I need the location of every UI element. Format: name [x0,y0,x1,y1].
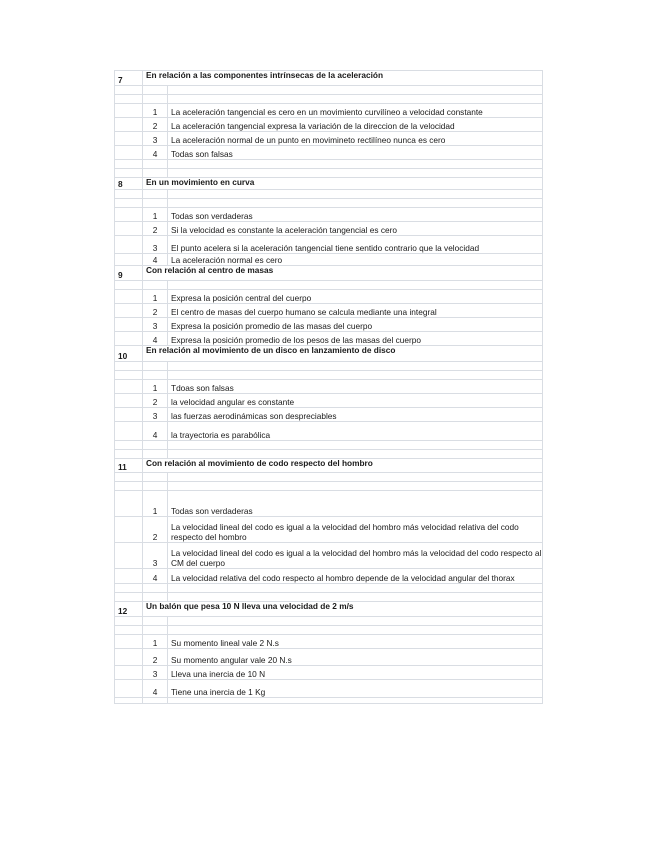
question-row [115,459,543,473]
question-row [115,266,543,281]
option-text: La aceleración normal es cero [168,254,543,266]
spacer-row [115,450,543,459]
option-row [115,666,543,680]
empty-cell [115,304,143,318]
empty-cell [143,450,168,459]
option-number: 1 [143,380,168,394]
empty-cell [115,86,143,95]
empty-cell [143,626,168,635]
empty-cell [168,482,543,491]
question-table [114,70,543,704]
empty-cell [143,86,168,95]
empty-cell [168,593,543,602]
question-number: 11 [115,459,143,473]
option-text: El centro de masas del cuerpo humano se calcula mediante una integral [168,304,543,318]
option-number: 4 [143,422,168,441]
empty-cell [115,281,143,290]
option-text: Expresa la posición promedio de los pesos de las masas del cuerpo [168,332,543,346]
spacer-row [115,473,543,482]
empty-cell [115,394,143,408]
option-text: Tdoas son falsas [168,380,543,394]
empty-cell [115,95,143,104]
empty-cell [168,371,543,380]
option-text: La velocidad lineal del codo es igual a la velocidad del hombro más velocidad relativa del codo respecto del hombro [168,517,543,543]
option-row [115,290,543,304]
option-number: 3 [143,318,168,332]
empty-cell [143,593,168,602]
option-row [115,208,543,222]
option-text: Su momento angular vale 20 N.s [168,649,543,666]
empty-cell [143,482,168,491]
option-row [115,222,543,236]
option-text: Si la velocidad es constante la aceleración tangencial es cero [168,222,543,236]
option-number: 4 [143,146,168,160]
option-text: La aceleración normal de un punto en movimineto rectilíneo nunca es cero [168,132,543,146]
empty-cell [115,626,143,635]
empty-cell [115,482,143,491]
empty-cell [115,362,143,371]
empty-cell [115,408,143,422]
spacer-row [115,190,543,199]
spacer-row [115,95,543,104]
question-row [115,71,543,86]
option-number: 2 [143,222,168,236]
empty-cell [168,86,543,95]
option-number: 2 [143,304,168,318]
empty-cell [115,104,143,118]
option-number: 4 [143,332,168,346]
option-row [115,318,543,332]
option-text: Tiene una inercia de 1 Kg [168,680,543,698]
option-text: Lleva una inercia de 10 N [168,666,543,680]
empty-cell [115,680,143,698]
option-text: El punto acelera si la aceleración tangencial tiene sentido contrario que la velocidad [168,236,543,254]
empty-cell [143,584,168,593]
option-number: 1 [143,104,168,118]
empty-cell [115,666,143,680]
empty-cell [143,698,168,704]
option-text: la trayectoria es parabólica [168,422,543,441]
empty-cell [115,584,143,593]
empty-cell [115,593,143,602]
empty-cell [115,118,143,132]
empty-cell [115,617,143,626]
spacer-row [115,362,543,371]
question-number: 10 [115,346,143,362]
option-row [115,543,543,569]
option-text: Todas son verdaderas [168,491,543,517]
option-number: 1 [143,491,168,517]
empty-cell [143,95,168,104]
option-number: 2 [143,118,168,132]
option-row [115,408,543,422]
option-row [115,332,543,346]
question-text: Con relación al movimiento de codo respecto del hombro [143,459,543,473]
empty-cell [168,95,543,104]
empty-cell [115,199,143,208]
option-text: La aceleración tangencial expresa la variación de la direccion de la velocidad [168,118,543,132]
option-number: 1 [143,208,168,222]
empty-cell [115,491,143,517]
option-number: 3 [143,236,168,254]
option-number: 3 [143,543,168,569]
option-text: Todas son verdaderas [168,208,543,222]
empty-cell [143,362,168,371]
empty-cell [143,617,168,626]
question-number: 8 [115,178,143,190]
option-row [115,254,543,266]
empty-cell [115,318,143,332]
option-row [115,236,543,254]
empty-cell [168,160,543,169]
option-row [115,380,543,394]
question-row [115,178,543,190]
question-number: 7 [115,71,143,86]
spacer-row [115,584,543,593]
empty-cell [168,473,543,482]
empty-cell [115,380,143,394]
empty-cell [115,371,143,380]
spacer-row [115,626,543,635]
empty-cell [168,441,543,450]
option-row [115,394,543,408]
option-row [115,517,543,543]
empty-cell [115,698,143,704]
empty-cell [115,517,143,543]
empty-cell [115,236,143,254]
spacer-row [115,86,543,95]
option-text: Su momento lineal vale 2 N.s [168,635,543,649]
empty-cell [143,441,168,450]
empty-cell [168,626,543,635]
option-number: 4 [143,680,168,698]
empty-cell [115,635,143,649]
option-text: Expresa la posición central del cuerpo [168,290,543,304]
empty-cell [168,698,543,704]
option-text: las fuerzas aerodinámicas son despreciables [168,408,543,422]
empty-cell [115,649,143,666]
option-row [115,635,543,649]
spacer-row [115,160,543,169]
option-row [115,146,543,160]
option-row [115,118,543,132]
empty-cell [115,160,143,169]
spacer-row [115,169,543,178]
empty-cell [115,254,143,266]
empty-cell [115,190,143,199]
option-number: 4 [143,254,168,266]
spacer-row [115,617,543,626]
option-number: 3 [143,408,168,422]
empty-cell [115,441,143,450]
empty-cell [115,222,143,236]
option-row [115,104,543,118]
option-text: Expresa la posición promedio de las masas del cuerpo [168,318,543,332]
empty-cell [115,422,143,441]
empty-cell [143,281,168,290]
spacer-row [115,593,543,602]
option-number: 4 [143,569,168,584]
option-row [115,132,543,146]
empty-cell [143,190,168,199]
empty-cell [115,450,143,459]
question-text: En un movimiento en curva [143,178,543,190]
question-row [115,346,543,362]
empty-cell [115,290,143,304]
option-number: 1 [143,635,168,649]
option-row [115,304,543,318]
option-row [115,422,543,441]
spacer-row [115,199,543,208]
option-text: La velocidad lineal del codo es igual a la velocidad del hombro más la velocidad del codo respecto al CM del cuerpo [168,543,543,569]
option-text: Todas son falsas [168,146,543,160]
option-row [115,569,543,584]
empty-cell [168,584,543,593]
empty-cell [168,190,543,199]
empty-cell [143,371,168,380]
question-row [115,602,543,617]
empty-cell [143,169,168,178]
option-row [115,649,543,666]
empty-cell [115,208,143,222]
option-number: 3 [143,132,168,146]
empty-cell [115,332,143,346]
empty-cell [143,160,168,169]
option-number: 3 [143,666,168,680]
question-number: 9 [115,266,143,281]
question-text: Con relación al centro de masas [143,266,543,281]
spacer-row [115,371,543,380]
empty-cell [115,132,143,146]
empty-cell [168,362,543,371]
spacer-row [115,482,543,491]
empty-cell [168,617,543,626]
option-text: la velocidad angular es constante [168,394,543,408]
option-number: 2 [143,394,168,408]
empty-cell [143,473,168,482]
question-text: En relación al movimiento de un disco en lanzamiento de disco [143,346,543,362]
empty-cell [168,450,543,459]
empty-cell [168,169,543,178]
spacer-row [115,698,543,704]
option-number: 1 [143,290,168,304]
empty-cell [115,569,143,584]
question-number: 12 [115,602,143,617]
option-number: 2 [143,649,168,666]
spacer-row [115,281,543,290]
option-row [115,680,543,698]
question-text: En relación a las componentes intrínsecas de la aceleración [143,71,543,86]
empty-cell [115,169,143,178]
empty-cell [115,543,143,569]
option-text: La velocidad relativa del codo respecto al hombro depende de la velocidad angular del thorax [168,569,543,584]
empty-cell [143,199,168,208]
empty-cell [168,199,543,208]
empty-cell [115,146,143,160]
empty-cell [115,473,143,482]
question-table-body [115,71,543,704]
option-number: 2 [143,517,168,543]
empty-cell [168,281,543,290]
question-text: Un balón que pesa 10 N lleva una velocidad de 2 m/s [143,602,543,617]
option-text: La aceleración tangencial es cero en un movimiento curvilíneo a velocidad constante [168,104,543,118]
spacer-row [115,441,543,450]
option-row [115,491,543,517]
